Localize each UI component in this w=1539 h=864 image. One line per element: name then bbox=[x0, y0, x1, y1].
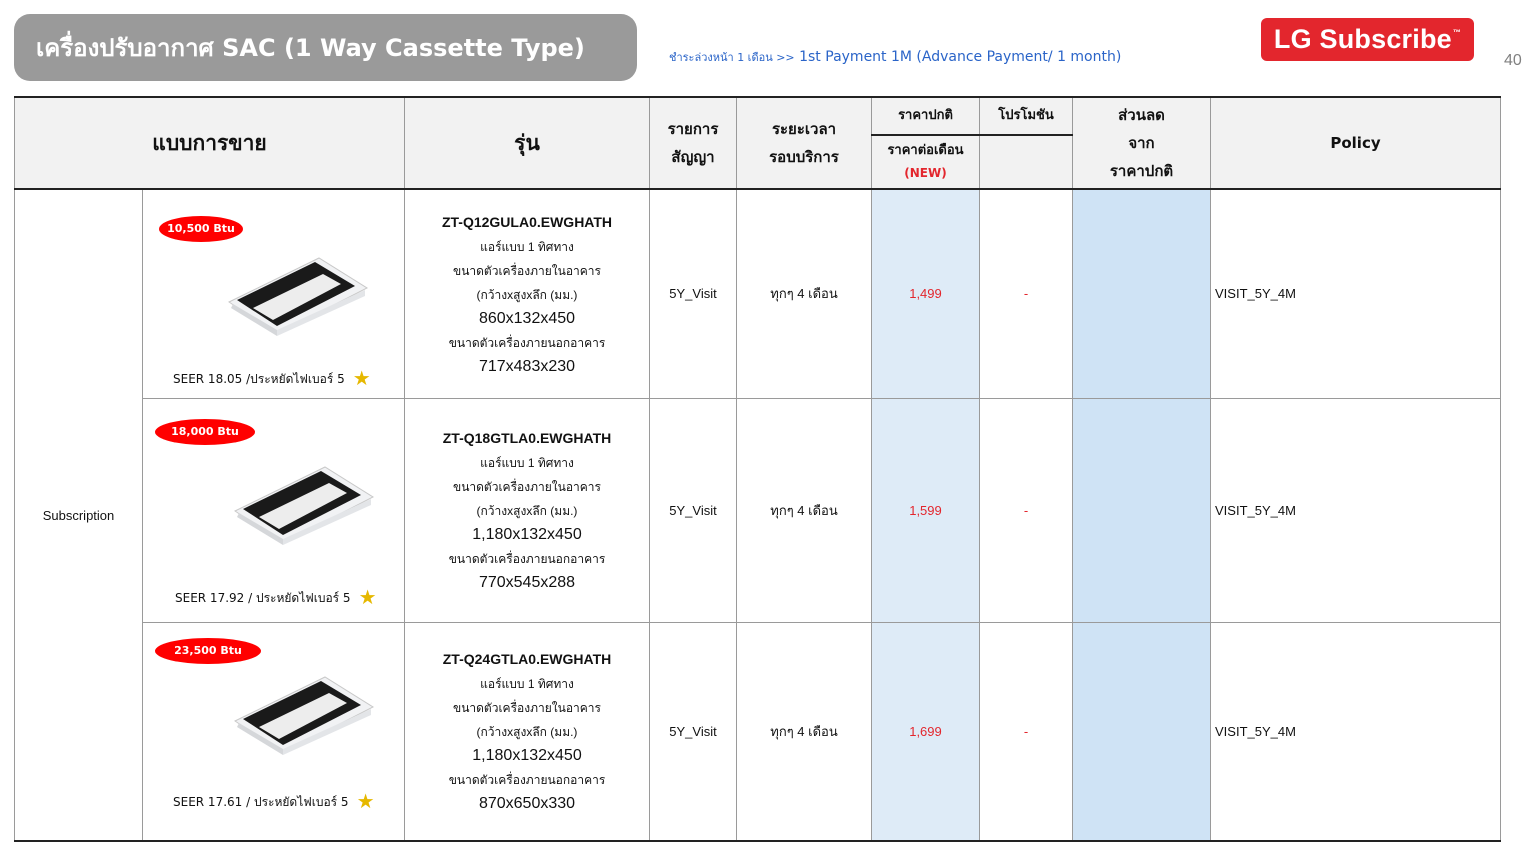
model-code: ZT-Q24GTLA0.EWGHATH bbox=[442, 651, 612, 668]
price-cell: 1,499 bbox=[872, 189, 980, 398]
header-normal-price: ราคาปกติ bbox=[872, 97, 980, 135]
sale-type-cell: Subscription bbox=[15, 189, 143, 841]
outdoor-size-label: ขนาดตัวเครื่องภายนอกอาคาร bbox=[448, 773, 606, 788]
advance-payment-text: 1st Payment 1M (Advance Payment/ 1 month) bbox=[799, 49, 1122, 65]
header-model: รุ่น bbox=[405, 97, 650, 189]
indoor-size-label: ขนาดตัวเครื่องภายในอาคาร bbox=[452, 701, 601, 716]
btu-badge: 23,500 Btu bbox=[155, 638, 261, 664]
outdoor-dimensions: 870x650x330 bbox=[478, 795, 576, 813]
model-code: ZT-Q18GTLA0.EWGHATH bbox=[442, 430, 612, 446]
promotion-cell: - bbox=[980, 622, 1073, 841]
model-cell bbox=[405, 622, 650, 841]
policy-cell: VISIT_5Y_4M bbox=[1211, 622, 1501, 841]
advance-payment-prefix: ชำระล่วงหน้า 1 เดือน >> bbox=[669, 51, 795, 64]
star-icon: ★ bbox=[358, 584, 377, 609]
header-promotion-empty bbox=[980, 135, 1073, 189]
header-sale-type: แบบการขาย bbox=[15, 97, 405, 189]
header-policy: Policy bbox=[1211, 97, 1501, 189]
header-discount-line3: ราคาปกติ bbox=[1109, 162, 1174, 180]
header-service-line2: รอบบริการ bbox=[769, 148, 839, 166]
price-cell: 1,699 bbox=[872, 622, 980, 841]
seer-rating bbox=[173, 789, 375, 813]
header-discount-line2: จาก bbox=[1128, 134, 1155, 152]
table-row bbox=[15, 398, 1501, 622]
cassette-unit-icon bbox=[223, 252, 373, 342]
policy-cell: VISIT_5Y_4M bbox=[1211, 398, 1501, 622]
service-cell: ทุกๆ 4 เดือน bbox=[737, 398, 872, 622]
indoor-dimensions: 1,180x132x450 bbox=[472, 747, 582, 765]
pricing-table bbox=[14, 96, 1501, 842]
promotion-cell: - bbox=[980, 189, 1073, 398]
header-monthly-price-label: ราคาต่อเดือน bbox=[887, 143, 964, 158]
header-service bbox=[737, 97, 872, 189]
model-type: แอร์แบบ 1 ทิศทาง bbox=[480, 239, 574, 254]
product-image-cell bbox=[143, 398, 405, 622]
product-image-cell bbox=[143, 622, 405, 841]
cassette-unit-icon bbox=[229, 671, 379, 761]
header-contract-line2: สัญญา bbox=[671, 148, 715, 166]
service-cell: ทุกๆ 4 เดือน bbox=[737, 189, 872, 398]
contract-cell: 5Y_Visit bbox=[650, 398, 737, 622]
lg-subscribe-logo bbox=[1261, 18, 1474, 61]
btu-badge: 18,000 Btu bbox=[155, 419, 255, 445]
policy-cell: VISIT_5Y_4M bbox=[1211, 189, 1501, 398]
outdoor-size-label: ขนาดตัวเครื่องภายนอกอาคาร bbox=[448, 335, 606, 350]
advance-payment-note bbox=[669, 48, 1121, 66]
seer-rating bbox=[175, 585, 377, 609]
header-new-label: (NEW) bbox=[904, 166, 947, 180]
indoor-dimensions: 1,180x132x450 bbox=[472, 526, 582, 543]
table-row bbox=[15, 189, 1501, 398]
seer-text: SEER 17.92 / ประหยัดไฟเบอร์ 5 bbox=[175, 590, 351, 605]
cassette-unit-icon bbox=[229, 461, 379, 551]
logo-trademark: ™ bbox=[1452, 28, 1462, 37]
size-units-label: (กว้างxสูงxลึก (มม.) bbox=[476, 287, 578, 302]
discount-cell bbox=[1073, 622, 1211, 841]
table-row bbox=[15, 622, 1501, 841]
price-cell: 1,599 bbox=[872, 398, 980, 622]
service-cell: ทุกๆ 4 เดือน bbox=[737, 622, 872, 841]
indoor-size-label: ขนาดตัวเครื่องภายในอาคาร bbox=[452, 263, 601, 278]
outdoor-dimensions: 770x545x288 bbox=[478, 574, 576, 591]
model-code: ZT-Q12GULA0.EWGHATH bbox=[441, 213, 613, 230]
logo-text: LG Subscribe bbox=[1273, 24, 1452, 54]
page-number: 40 bbox=[1504, 52, 1522, 69]
star-icon: ★ bbox=[356, 788, 375, 813]
btu-badge: 10,500 Btu bbox=[159, 216, 243, 242]
model-cell bbox=[405, 398, 650, 622]
header-discount-line1: ส่วนลด bbox=[1118, 106, 1165, 124]
indoor-dimensions: 860x132x450 bbox=[478, 309, 576, 327]
contract-cell: 5Y_Visit bbox=[650, 622, 737, 841]
contract-cell: 5Y_Visit bbox=[650, 189, 737, 398]
header-contract-line1: รายการ bbox=[667, 120, 719, 138]
model-cell bbox=[405, 189, 650, 398]
discount-cell bbox=[1073, 398, 1211, 622]
star-icon: ★ bbox=[352, 366, 371, 390]
seer-rating bbox=[173, 366, 371, 390]
model-type: แอร์แบบ 1 ทิศทาง bbox=[480, 456, 574, 470]
size-units-label: (กว้างxสูงxลึก (มม.) bbox=[476, 504, 578, 518]
indoor-size-label: ขนาดตัวเครื่องภายในอาคาร bbox=[452, 480, 601, 494]
header-promotion: โปรโมชัน bbox=[980, 97, 1073, 135]
model-type: แอร์แบบ 1 ทิศทาง bbox=[480, 677, 574, 692]
header-discount bbox=[1073, 97, 1211, 189]
outdoor-dimensions: 717x483x230 bbox=[478, 357, 576, 375]
outdoor-size-label: ขนาดตัวเครื่องภายนอกอาคาร bbox=[448, 552, 606, 566]
discount-cell bbox=[1073, 189, 1211, 398]
header-service-line1: ระยะเวลา bbox=[771, 120, 837, 138]
product-image-cell bbox=[143, 189, 405, 398]
seer-text: SEER 17.61 / ประหยัดไฟเบอร์ 5 bbox=[173, 794, 349, 809]
promotion-cell: - bbox=[980, 398, 1073, 622]
header-monthly-price bbox=[872, 135, 980, 189]
size-units-label: (กว้างxสูงxลึก (มม.) bbox=[476, 725, 578, 740]
header-row-top bbox=[15, 97, 1501, 135]
seer-text: SEER 18.05 /ประหยัดไฟเบอร์ 5 bbox=[173, 372, 345, 386]
header-contract bbox=[650, 97, 737, 189]
page-title: เครื่องปรับอากาศ SAC (1 Way Cassette Type) bbox=[14, 14, 637, 81]
